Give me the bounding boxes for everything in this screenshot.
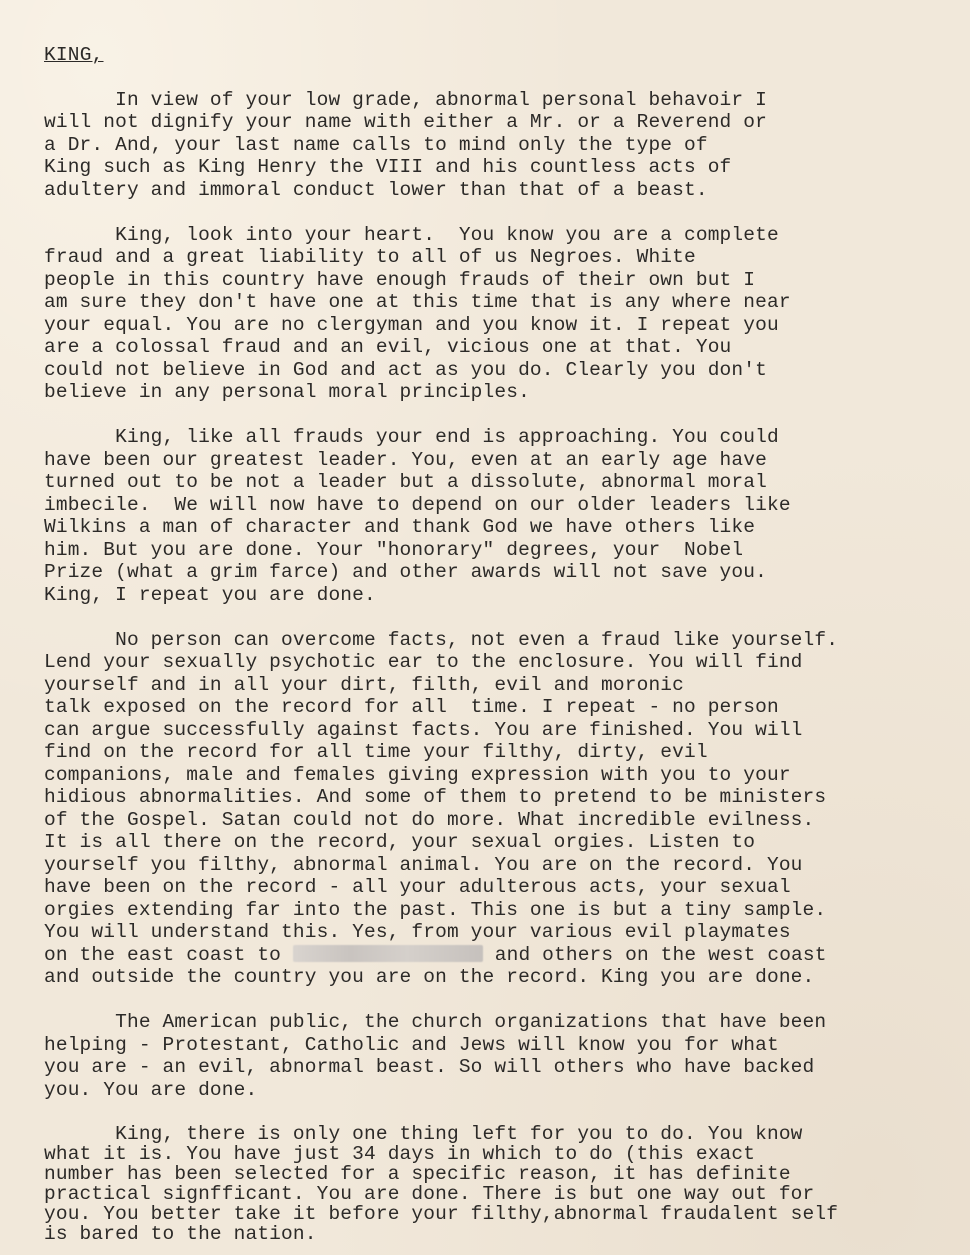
paragraph-6 [44,1124,940,1244]
text-line: yourself you filthy, abnormal animal. You are on the record. You [44,853,803,876]
text-line: You will understand this. Yes, from your various evil playmates [44,921,791,943]
text-line: and outside the country you are on the record. King you are done. [44,966,815,988]
paragraph-1 [44,89,940,202]
text-line: adultery and immoral conduct lower than that of a beast. [44,178,708,201]
text-line: Lend your sexually psychotic ear to the enclosure. You will find [44,651,803,673]
text-line: No person can overcome facts, not even a fraud like yourself. [44,628,839,651]
text-line: turned out to be not a leader but a dissolute, abnormal moral [44,471,767,493]
text-line: King, look into your heart. You know you are a complete [44,223,779,246]
text-line: can argue successfully against facts. You are finished. You will [44,718,803,741]
text-line: hidious abnormalities. And some of them to pretend to be ministers [44,786,827,808]
text-line: orgies extending far into the past. This one is but a tiny sample. [44,898,827,921]
text-line: people in this country have enough frauds of their own but I [44,268,756,291]
text-line: believe in any personal moral principles. [44,381,530,403]
text-fragment: on the east coast to [44,943,293,966]
text-line: your equal. You are no clergyman and you know it. I repeat you [44,313,779,336]
text-line: imbecile. We will now have to depend on our older leaders like [44,493,791,516]
paragraph-5 [44,1011,940,1101]
text-line: him. But you are done. Your "honorary" degrees, your Nobel [44,538,744,561]
text-line: King, like all frauds your end is approaching. You could [44,426,779,448]
text-line: you are - an evil, abnormal beast. So will others who have backed [44,1056,815,1078]
text-fragment: and others on the west coast [482,943,827,966]
text-line: of the Gospel. Satan could not do more. What incredible evilness. [44,808,815,831]
text-line: yourself and in all your dirt, filth, evil and moronic [44,673,685,696]
text-line: will not dignify your name with either a Mr. or a Reverend or [44,111,767,133]
text-line: The American public, the church organizations that have been [44,1011,827,1033]
paragraph-2 [44,224,940,404]
text-line: a Dr. And, your last name calls to mind only the type of [44,133,708,156]
text-line: have been our greatest leader. You, even at an early age have [44,448,767,471]
text-line: talk exposed on the record for all time. I repeat - no person [44,696,779,718]
text-line: King such as King Henry the VIII and his countless acts of [44,156,732,178]
text-line: number has been selected for a specific reason, it has definite [44,1162,791,1185]
text-line: am sure they don't have one at this time that is any where near [44,291,791,313]
text-line: what it is. You have just 34 days in which to do (this exact [44,1142,756,1165]
text-line: In view of your low grade, abnormal personal behavoir I [44,88,767,111]
text-line: is bared to the nation. [44,1222,317,1245]
text-line: King, there is only one thing left for you to do. You know [44,1122,803,1145]
text-line: Prize (what a grim farce) and other awards will not save you. [44,561,767,583]
text-line: helping - Protestant, Catholic and Jews will know you for what [44,1033,779,1056]
redaction-block [293,945,483,962]
paragraph-3 [44,426,940,606]
text-line: are a colossal fraud and an evil, vicious one at that. You [44,336,732,358]
text-line: It is all there on the record, your sexual orgies. Listen to [44,831,756,853]
text-line: practical signfficant. You are done. There is but one way out for [44,1182,815,1205]
text-line: King, I repeat you are done. [44,583,376,606]
text-line: have been on the record - all your adulterous acts, your sexual [44,876,791,898]
text-line: Wilkins a man of character and thank God we have others like [44,516,756,538]
text-line: you. You better take it before your filthy,abnormal fraudalent self [44,1202,839,1225]
text-line: could not believe in God and act as you do. Clearly you don't [44,358,767,381]
paragraph-4 [44,629,940,989]
text-line: fraud and a great liability to all of us Negroes. White [44,246,696,268]
text-line: companions, male and females giving expression with you to your [44,763,791,786]
text-line: you. You are done. [44,1078,258,1101]
text-line-with-redaction [44,944,940,967]
text-line: find on the record for all time your filthy, dirty, evil [44,741,708,763]
salutation: KING, [44,44,104,66]
